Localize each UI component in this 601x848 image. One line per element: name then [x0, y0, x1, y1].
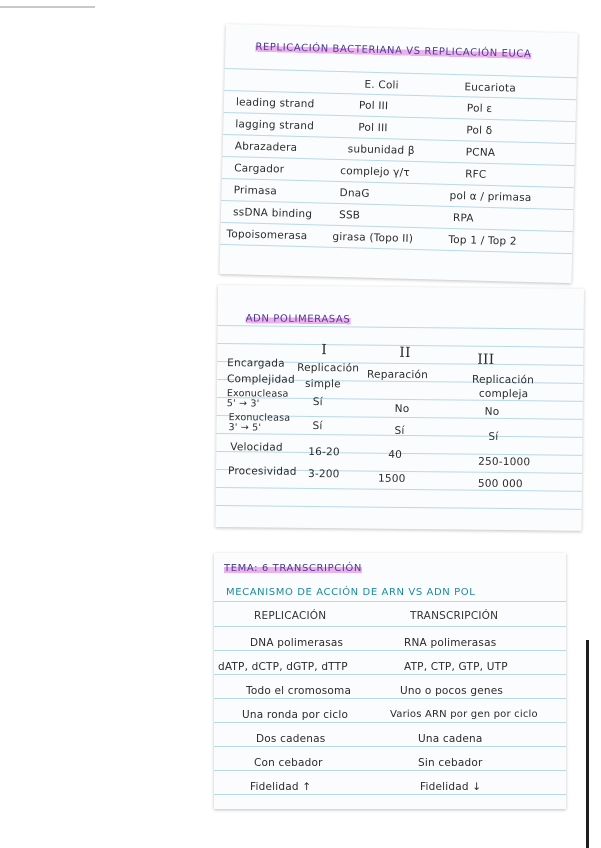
row-label: Encargada: [227, 357, 285, 370]
cell-pol-1: Replicación: [297, 361, 360, 375]
cell-ecoli: complejo γ/τ: [340, 165, 410, 179]
cell-ecoli: subunidad β: [347, 143, 415, 157]
cell-transcription: Sin cebador: [418, 757, 483, 769]
cell-transcription: Una cadena: [418, 733, 483, 745]
cell-ecoli: DnaG: [339, 187, 370, 200]
scan-edge-shadow: [586, 640, 589, 848]
row-label: Abrazadera: [234, 140, 298, 154]
card2-title: ADN POLIMERASAS: [245, 313, 351, 326]
column-header-replication: REPLICACIÓN: [254, 610, 327, 622]
cell-pol-3: Sí: [488, 430, 499, 443]
card-bacterial-vs-eukaryotic-replication: [219, 24, 577, 283]
cell-ecoli: Pol III: [358, 99, 389, 113]
row-label: Primasa: [233, 184, 278, 198]
cell-ecoli: SSB: [338, 209, 361, 222]
column-header-ecoli: E. Coli: [364, 78, 399, 92]
row-label: Exonucleasa 3' → 5': [228, 412, 291, 434]
card-transcription: [214, 553, 566, 809]
cell-ecoli: Pol III: [358, 121, 388, 135]
row-label: ssDNA binding: [232, 206, 313, 221]
cell-transcription: RNA polimerasas: [404, 637, 497, 649]
cell-pol-1: Sí: [312, 395, 323, 409]
cell-eukaryote: pol α / primasa: [449, 189, 532, 205]
row-label: Topoisomerasa: [226, 228, 308, 243]
cell-transcription: Varios ARN por gen por ciclo: [390, 709, 538, 720]
cell-transcription: Fidelidad ↓: [420, 781, 482, 793]
cell-pol-1: 16-20: [308, 445, 340, 459]
cell-eukaryote: RFC: [464, 168, 487, 181]
column-header-pol-1: I: [321, 342, 328, 359]
row-label: leading strand: [235, 96, 315, 111]
cell-replication: Dos cadenas: [256, 733, 326, 745]
cell-replication: Fidelidad ↑: [250, 781, 312, 793]
card3-subtitle: MECANISMO DE ACCIÓN DE ARN VS ADN POL: [226, 587, 476, 598]
cell-transcription: ATP, CTP, GTP, UTP: [404, 661, 508, 673]
cell-replication: Todo el cromosoma: [246, 685, 352, 697]
cell-eukaryote: PCNA: [465, 146, 496, 160]
cell-replication: dATP, dCTP, dGTP, dTTP: [218, 661, 348, 673]
card-dna-polymerases: [215, 285, 584, 531]
column-header-eukaryote: Eucariota: [464, 81, 517, 95]
cell-pol-2: Sí: [394, 424, 405, 437]
column-header-transcription: TRANSCRIPCIÓN: [410, 610, 499, 622]
cell-pol-3: compleja: [478, 387, 529, 401]
row-label: Procesividad: [227, 465, 297, 478]
cell-ecoli: girasa (Topo II): [332, 230, 414, 245]
cell-pol-2: No: [394, 402, 410, 416]
cell-transcription: Uno o pocos genes: [400, 685, 504, 697]
scan-artifact-line: [0, 6, 95, 8]
cell-pol-2: 1500: [377, 472, 406, 485]
cell-eukaryote: Pol ε: [466, 102, 493, 115]
cell-replication: Con cebador: [254, 757, 323, 769]
column-header-pol-3: III: [477, 351, 495, 368]
cell-pol-1: Sí: [312, 419, 323, 433]
row-label: Exonucleasa 5' → 3': [226, 388, 289, 410]
cell-pol-2: 40: [388, 448, 403, 461]
cell-pol-2: Reparación: [367, 368, 429, 382]
row-label: Velocidad: [230, 441, 283, 454]
cell-eukaryote: RPA: [452, 212, 474, 225]
cell-pol-3: 500 000: [477, 477, 523, 491]
cell-replication: DNA polimerasas: [250, 637, 344, 649]
cell-pol-3: No: [484, 405, 500, 418]
cell-eukaryote: Pol δ: [466, 124, 493, 138]
column-header-pol-2: II: [399, 344, 411, 362]
row-label: Cargador: [234, 162, 285, 176]
cell-pol-3: 250-1000: [478, 455, 531, 469]
cell-eukaryote: Top 1 / Top 2: [448, 233, 517, 248]
cell-pol-1: simple: [304, 377, 341, 391]
cell-replication: Una ronda por ciclo: [242, 709, 349, 721]
cell-pol-3: Replicación: [471, 373, 535, 387]
card3-title: TEMA: 6 TRANSCRIPCIÓN: [224, 563, 362, 574]
card1-title: REPLICACIÓN BACTERIANA VS REPLICACIÓN EUCA: [255, 41, 532, 61]
row-label: Complejidad: [226, 373, 295, 386]
cell-pol-1: 3-200: [307, 467, 340, 481]
row-label: lagging strand: [235, 118, 315, 133]
